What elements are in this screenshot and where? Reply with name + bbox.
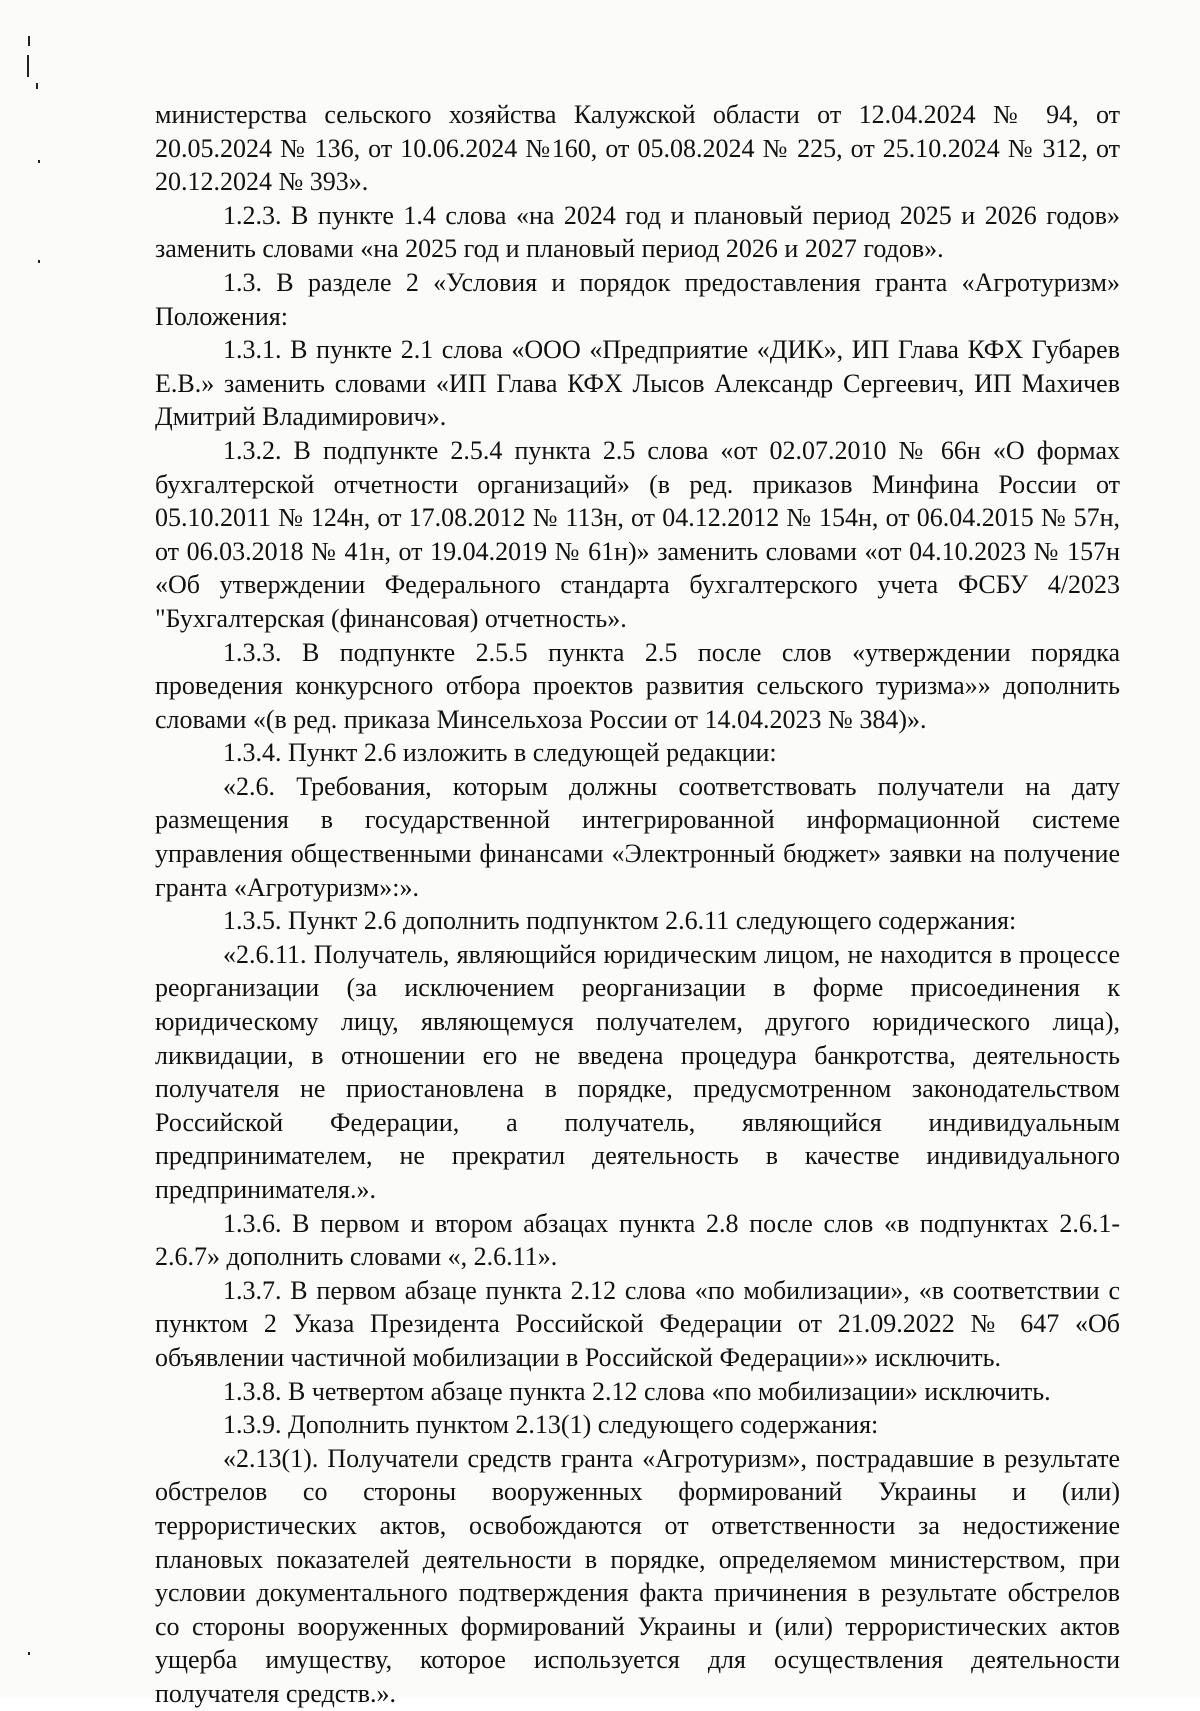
- scan-mark-left-6: [28, 1652, 30, 1655]
- paragraph-11: 1.3.7. В первом абзаце пункта 2.12 слова «по мобилизации», «в соответствии с пунктом 2 Указа Президента Российской Федерации от 21.09.2022 № 647 «Об объявлении частичной мобилизации в Российской Федерации»» исключить.: [155, 1275, 1120, 1372]
- document-body: [155, 98, 1120, 1711]
- scan-mark-left-3: [36, 83, 38, 89]
- scan-mark-left-2: [27, 55, 29, 77]
- paragraph-14: «2.13(1). Получатели средств гранта «Агротуризм», пострадавшие в результате обстрелов со стороны вооруженных формирований Украины и (или) террористических актов, освобождаются от ответственности за недостижение плановых показателей деятельности в порядке, определяемом министерством, при условии документального подтверждения факта причинения в результате обстрелов со стороны вооруженных формирований Украины и (или) террористических актов ущерба имуществу, которое используется для осуществления деятельности получателя средств.».: [155, 1443, 1120, 1708]
- scan-mark-left-1: [28, 36, 30, 46]
- paragraph-1: 1.2.3. В пункте 1.4 слова «на 2024 год и плановый период 2025 и 2026 годов» заменить словами «на 2025 год и плановый период 2026 и 2027 годов».: [155, 200, 1120, 264]
- paragraph-4: 1.3.2. В подпункте 2.5.4 пункта 2.5 слова «от 02.07.2010 № 66н «О формах бухгалтерской отчетности организаций» (в ред. приказов Минфина России от 05.10.2011 № 124н, от 17.08.2012 № 113н, от 04.12.2012 № 154н, от 06.04.2015 № 57н, от 06.03.2018 № 41н, от 19.04.2019 № 61н)» заменить словами «от 04.10.2023 № 157н «Об утверждении Федерального стандарта бухгалтерского учета ФСБУ 4/2023 "Бухгалтерская (финансовая) отчетность».: [155, 435, 1120, 633]
- scan-mark-left-4: [38, 160, 40, 163]
- paragraph-7: «2.6. Требования, которым должны соответствовать получатели на дату размещения в государственной интегрированной информационной системе управления общественными финансами «Электронный бюджет» заявки на получение гранта «Агротуризм»:».: [155, 771, 1120, 902]
- paragraph-9: «2.6.11. Получатель, являющийся юридическим лицом, не находится в процессе реорганизации (за исключением реорганизации в форме присоединения к юридическому лицу, являющемуся получателем, другого юридического лица), ликвидации, в отношении его не введена процедура банкротства, деятельность получателя не приостановлена в порядке, предусмотренном законодательством Российской Федерации, а получатель, являющийся индивидуальным предпринимателем, не прекратил деятельность в качестве индивидуального предпринимателя.».: [155, 939, 1120, 1204]
- paragraph-5: 1.3.3. В подпункте 2.5.5 пункта 2.5 после слов «утверждении порядка проведения конкурсного отбора проектов развития сельского туризма»» дополнить словами «(в ред. приказа Минсельхоза России от 14.04.2023 № 384)».: [155, 637, 1120, 734]
- paragraph-0: министерства сельского хозяйства Калужской области от 12.04.2024 № 94, от 20.05.2024 № 136, от 10.06.2024 №160, от 05.08.2024 № 225, от 25.10.2024 № 312, от 20.12.2024 № 393».: [155, 100, 1120, 197]
- paragraph-2: 1.3. В разделе 2 «Условия и порядок предоставления гранта «Агротуризм» Положения:: [155, 267, 1120, 331]
- scan-mark-left-5: [38, 260, 40, 263]
- paragraph-12: 1.3.8. В четвертом абзаце пункта 2.12 слова «по мобилизации» исключить.: [223, 1376, 1051, 1406]
- paragraph-6: 1.3.4. Пункт 2.6 изложить в следующей редакции:: [223, 738, 777, 768]
- paragraph-13: 1.3.9. Дополнить пунктом 2.13(1) следующего содержания:: [223, 1410, 879, 1440]
- paragraph-10: 1.3.6. В первом и втором абзацах пункта 2.8 после слов «в подпунктах 2.6.1-2.6.7» дополнить словами «, 2.6.11».: [155, 1208, 1120, 1272]
- paragraph-8: 1.3.5. Пункт 2.6 дополнить подпунктом 2.6.11 следующего содержания:: [223, 906, 1017, 936]
- paragraph-3: 1.3.1. В пункте 2.1 слова «ООО «Предприятие «ДИК», ИП Глава КФХ Губарев Е.В.» заменить словами «ИП Глава КФХ Лысов Александр Сергеевич, ИП Махичев Дмитрий Владимирович».: [155, 335, 1120, 432]
